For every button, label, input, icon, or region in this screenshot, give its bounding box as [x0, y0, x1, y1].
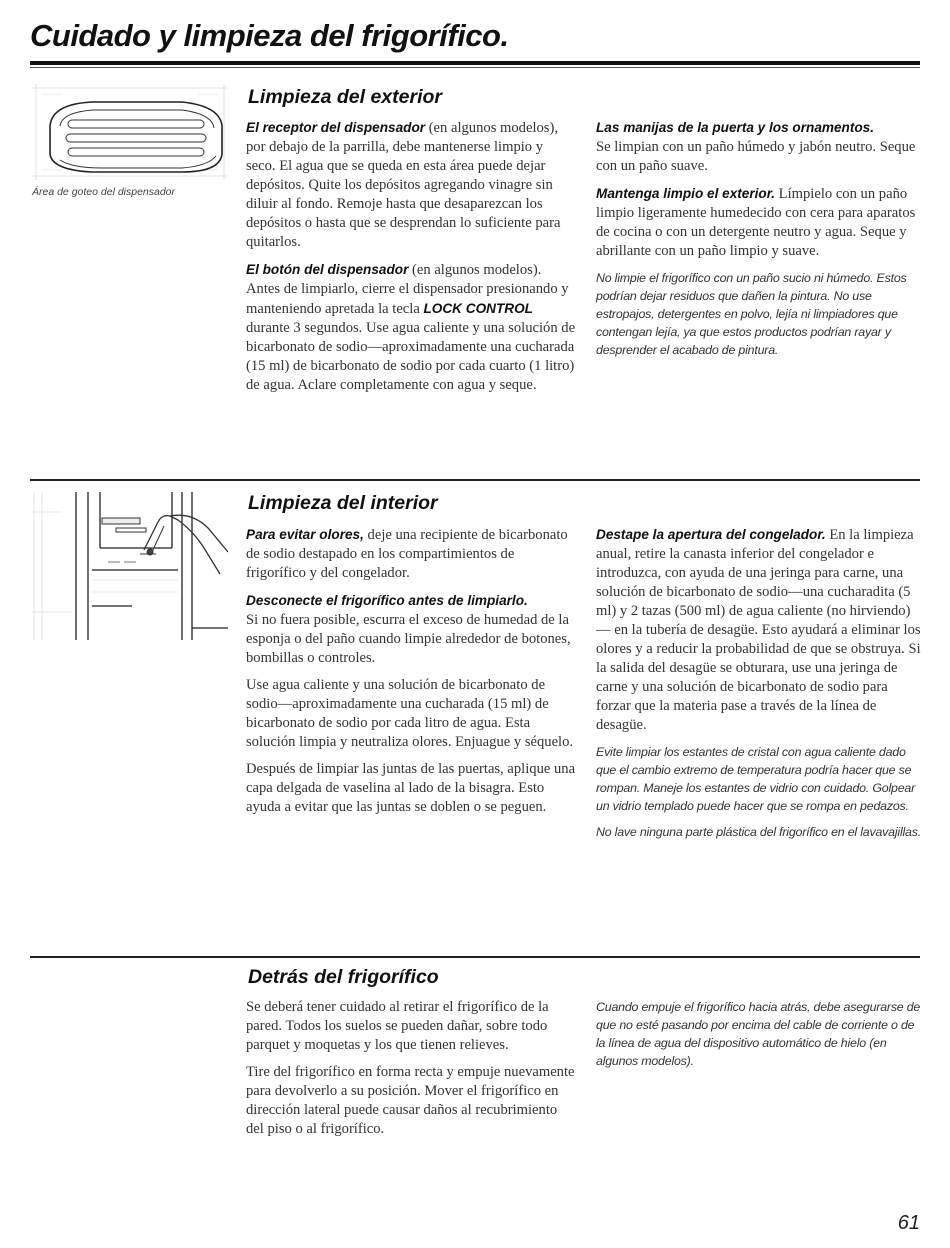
paragraph [596, 184, 921, 261]
page-number: 61 [897, 1212, 920, 1234]
paragraph [246, 591, 576, 668]
section-heading-interior: Limpieza del interior [248, 492, 438, 514]
paragraph-lead: Mantenga limpio el exterior. [596, 186, 776, 201]
paragraph [596, 118, 921, 176]
paragraph [246, 525, 576, 583]
paragraph: Tire del frigorífico en forma recta y empuje nuevamente para devolverlo a su posición. Mover el frigorífico en dirección lateral puede causar daños al recubrimiento del piso o al frigorífico. [246, 1064, 575, 1137]
interior-right-column [596, 525, 921, 849]
paragraph [246, 760, 576, 817]
page-title: Cuidado y limpieza del frigorífico. [30, 18, 509, 53]
paragraph-text: deje una recipiente de bicarbonato de sodio destapado en los compartimientos de frigorífico y del congelador. [246, 527, 568, 581]
section-heading-behind: Detrás del frigorífico [248, 966, 439, 988]
paragraph-text: Si no fuera posible, escurra el exceso de humedad de la esponja o del paño cuando limpie alrededor de botones, bombillas o controles. [246, 612, 571, 666]
exterior-left-column [246, 118, 576, 403]
paragraph-lead: Las manijas de la puerta y los ornamentos. [596, 120, 875, 135]
paragraph [246, 260, 576, 395]
paragraph-text: durante 3 segundos. Use agua caliente y una solución de bicarbonato de sodio—aproximadamente una cucharada (15 ml) de bicarbonato de sodio por cada cuarto (1 litro) de agua. Aclare completamente con agua y seque. [246, 320, 576, 393]
illustration-caption: Área de goteo del dispensador [32, 186, 176, 198]
section-heading-exterior: Limpieza del exterior [248, 86, 442, 108]
warning-note: Cuando empuje el frigorífico hacia atrás, debe asegurarse de que no esté pasando por encima del cable de corriente o de la línea de agua del dispositivo automático de hielo (en algunos modelos). [596, 1000, 921, 1068]
title-rule [30, 61, 920, 65]
exterior-right-column [596, 118, 921, 367]
warning-note: No lave ninguna parte plástica del frigorífico en el lavavajillas. [596, 825, 921, 839]
paragraph: Se deberá tener cuidado al retirar el frigorífico de la pared. Todos los suelos se pueden dañar, sobre todo parquet y moquetas y los que tienen relieves. [246, 999, 549, 1053]
lock-control-key: LOCK CONTROL [423, 301, 533, 316]
paragraph-text: En la limpieza anual, retire la canasta inferior del congelador e introduzca, con ayuda de una jeringa para carne, una solución de bicarbonato de sodio—una cucharadita (5 ml) y 2 tazas (500 ml) de agua caliente (no hirviendo)— en la tubería de desagüe. Esto ayudará a eliminar los olores y a reducir la probabilidad de que se obstruya. Si la salida del desagüe se obturara, use una jeringa de carne y una solución de bicarbonato de sodio para forzar que la materia pase a través de la línea de desagüe. [596, 527, 921, 733]
paragraph-lead: Destape la apertura del congelador. [596, 527, 826, 542]
paragraph-text: Se limpian con un paño húmedo y jabón neutro. Seque con un paño suave. [596, 139, 916, 174]
paragraph-lead: Para evitar olores, [246, 527, 364, 542]
title-rule-thin [30, 67, 920, 68]
dispenser-drip-area-illustration [32, 84, 228, 180]
paragraph-text: Use agua caliente y una solución de bicarbonato de sodio—aproximadamente una cucharada (15 ml) de bicarbonato de sodio por cada litro de agua. Esta solución limpia y neutraliza olores. Enjuague y séquelo. [246, 677, 574, 750]
paragraph-text: Límpielo con un paño limpio ligeramente humedecido con cera para aparatos de cocina o con un detergente neutro y agua. Seque y abrillante con un paño limpio y suave. [596, 186, 916, 259]
warning-note: Evite limpiar los estantes de cristal con agua caliente dado que el cambio extremo de temperatura podría hacer que se rompan. Maneje los estantes de vidrio con cuidado. Golpear un vidrio templado puede hacer que se rompa en pedazos. [596, 745, 916, 813]
paragraph [246, 676, 576, 752]
paragraph-text: (en algunos modelos). Antes de limpiarlo, cierre el dispensador presionando y manteniendo apretada la tecla [246, 262, 569, 317]
section-divider [30, 479, 920, 481]
paragraph-lead: Desconecte el frigorífico antes de limpiarlo. [246, 593, 528, 608]
paragraph [596, 525, 921, 735]
paragraph-text: (en algunos modelos), por debajo de la parrilla, debe mantenerse limpio y seco. El agua que se queda en esta área puede dejar depósitos. Quite los depósitos agregando vinagre sin diluir al fondo. Remoje hasta que desaparezcan los depósitos o hasta que se desprendan lo suficiente para quitarlos. [246, 120, 561, 250]
paragraph-lead: El botón del dispensador [246, 262, 409, 277]
paragraph [246, 118, 576, 252]
paragraph-lead: El receptor del dispensador [246, 120, 426, 135]
behind-left-column [246, 998, 576, 1147]
warning-note: No limpie el frigorífico con un paño sucio ni húmedo. Estos podrían dejar residuos que dañen la pintura. No use estropajos, detergentes en polvo, lejía ni limpiadores que contengan lejía, ya que estos productos podrían rayar y desprender el acabado de pintura. [596, 271, 907, 357]
interior-left-column [246, 525, 576, 825]
section-divider [30, 956, 920, 958]
behind-right-column [596, 998, 921, 1078]
paragraph-text: Después de limpiar las juntas de las puertas, aplique una capa delgada de vaselina al lado de la bisagra. Esto ayuda a evitar que las juntas se doblen o se peguen. [246, 761, 576, 815]
refrigerator-interior-illustration [32, 492, 228, 640]
